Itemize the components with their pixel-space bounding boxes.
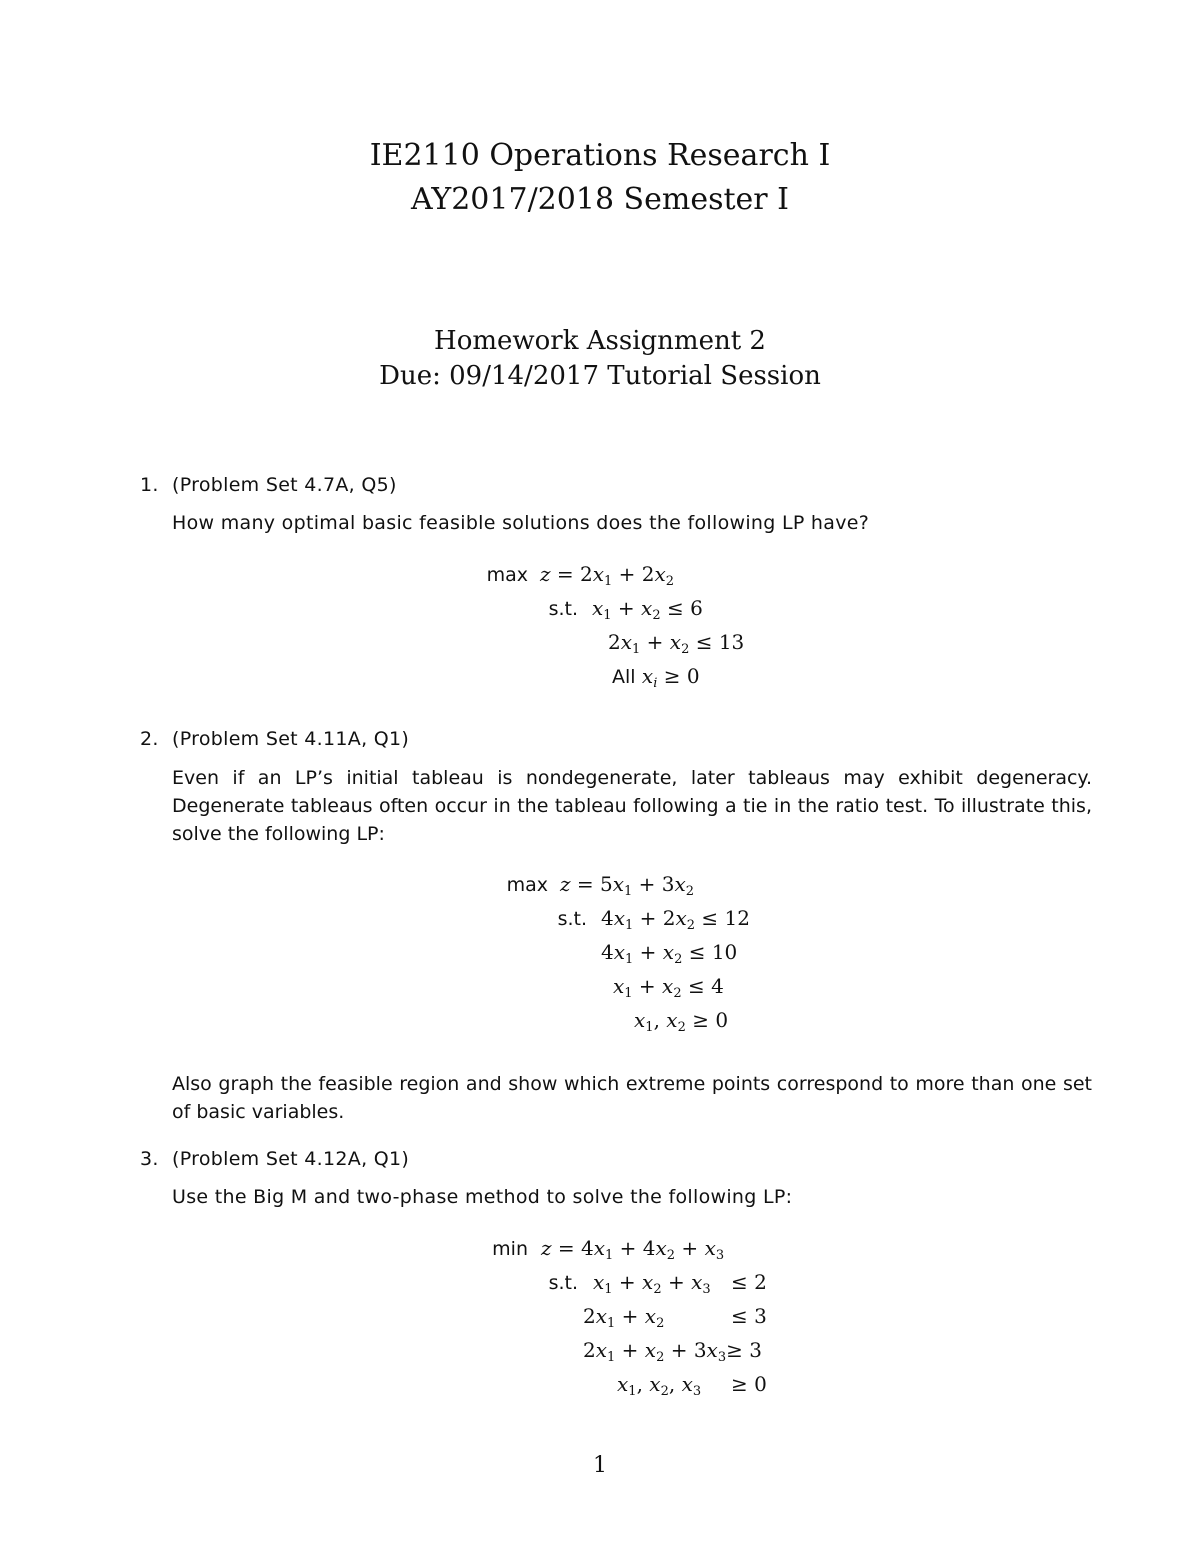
constraint-rhs: ≤ 3 [731, 1304, 767, 1328]
problem-2-text: Even if an LP’s initial tableau is nondegenerate, later tableaus may exhibit degeneracy. Degenerate tableaus often occur in the tableau following a tie in the ratio test. To illustrate this, solve the following LP: [172, 767, 1092, 845]
objective-function: $z = 5x_1 + 3x_2$ [560, 872, 695, 899]
assignment-title: Homework Assignment 2 [434, 326, 766, 356]
page-number: 1 [593, 1453, 607, 1478]
problem-2-number: 2. [140, 728, 159, 750]
constraint-keyword: s.t. [548, 598, 578, 620]
constraint-row: $2x_1 + x_2$ [583, 1304, 665, 1331]
course-title: IE2110 Operations Research I [369, 138, 831, 173]
problem-1-number: 1. [140, 474, 159, 496]
objective-function: $z = 4x_1 + 4x_2 + x_3$ [541, 1236, 725, 1263]
assignment-header [0, 324, 1200, 394]
constraint-row: $x_1 + x_2 + x_3$ [593, 1270, 711, 1297]
objective-keyword: max [486, 564, 528, 586]
nonneg-row: All $x_i \ge 0$ [612, 664, 700, 691]
problem-2-followup: Also graph the feasible region and show which extreme points correspond to more than one set of basic variables. [172, 1073, 1092, 1123]
constraint-keyword: s.t. [557, 908, 587, 930]
objective-keyword: min [492, 1238, 528, 1260]
constraint-row: $x_1 + x_2 \le 6$ [592, 596, 703, 623]
nonneg-keyword: All [612, 666, 636, 688]
semester-line: AY2017/2018 Semester I [410, 182, 790, 217]
problem-3-text: Use the Big M and two-phase method to solve the following LP: [172, 1186, 793, 1208]
objective-function: $z = 2x_1 + 2x_2$ [540, 562, 675, 589]
due-line: Due: 09/14/2017 Tutorial Session [379, 361, 821, 391]
constraint-row: $2x_1 + x_2 + 3x_3\ge 3$ [583, 1338, 762, 1365]
problem-2-source: (Problem Set 4.11A, Q1) [172, 728, 410, 750]
constraint-rhs: ≥ 0 [731, 1372, 767, 1396]
problem-3-number: 3. [140, 1148, 159, 1170]
constraint-row: $4x_1 + x_2 \le 10$ [601, 940, 738, 967]
nonneg-row: $x_1$, $x_2 \ge 0$ [634, 1008, 729, 1035]
nonneg-row: $x_1$, $x_2$, $x_3$ [617, 1372, 702, 1399]
constraint-row: $2x_1 + x_2 \le 13$ [608, 630, 745, 657]
problem-1-text: How many optimal basic feasible solutions does the following LP have? [172, 512, 870, 534]
problem-1-source: (Problem Set 4.7A, Q5) [172, 474, 397, 496]
objective-keyword: max [506, 874, 548, 896]
course-header [0, 134, 1200, 222]
constraint-rhs: ≤ 2 [731, 1270, 767, 1294]
constraint-row: $x_1 + x_2 \le 4$ [613, 974, 724, 1001]
constraint-keyword: s.t. [548, 1272, 578, 1294]
problem-3-source: (Problem Set 4.12A, Q1) [172, 1148, 410, 1170]
constraint-row: $4x_1 + 2x_2 \le 12$ [601, 906, 750, 933]
